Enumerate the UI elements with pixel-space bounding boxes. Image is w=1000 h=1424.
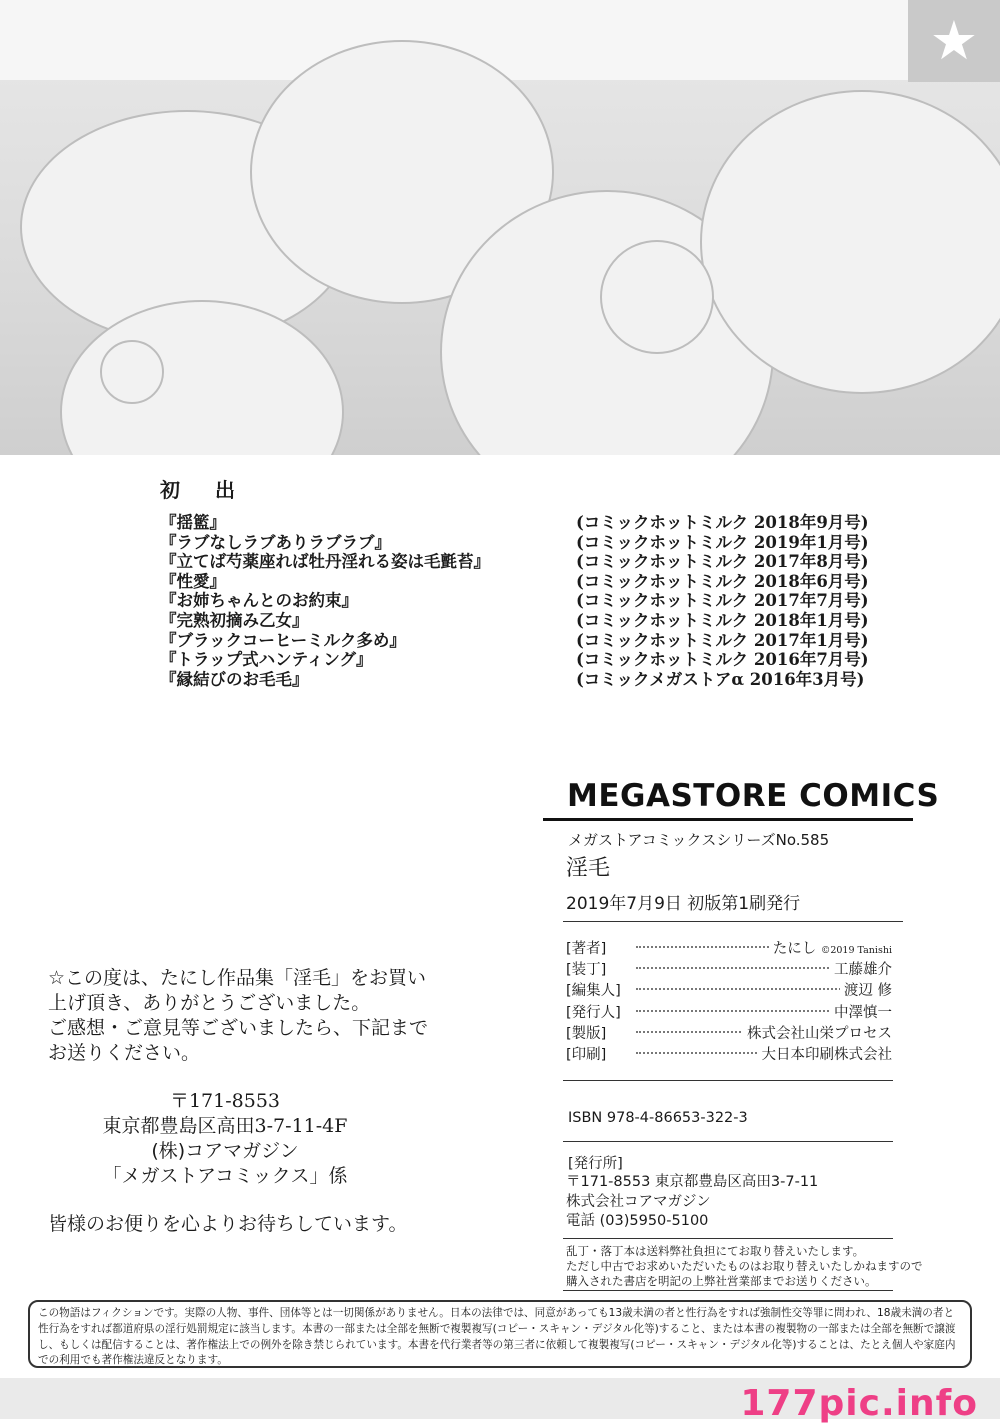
cover-illustration	[0, 0, 1000, 455]
publisher-role: [発行所]	[568, 1156, 623, 1172]
publisher-name: 株式会社コアマガジン	[566, 1193, 711, 1210]
legal-notice-box	[28, 1300, 972, 1368]
credit-role: [発行人]	[566, 1004, 621, 1021]
first-publication-row	[160, 631, 880, 651]
credit-role: [印刷]	[566, 1046, 607, 1063]
credit-role: [編集人]	[566, 983, 621, 1000]
first-publication-row	[160, 552, 880, 572]
illustration-shape	[100, 340, 164, 404]
work-title: 『ラブなしラブありラブラブ』	[160, 532, 391, 552]
first-publication-row	[160, 513, 880, 533]
logo-divider	[543, 818, 913, 821]
work-magazine: (コミックホットミルク 2018年1月号)	[576, 610, 869, 630]
work-title: 『性愛』	[160, 571, 226, 591]
credit-role: [製版]	[566, 1025, 607, 1042]
credit-row	[566, 1022, 892, 1043]
work-magazine: (コミックホットミルク 2019年1月号)	[576, 532, 869, 552]
first-publication-row	[160, 591, 880, 611]
work-magazine: (コミックホットミルク 2018年9月号)	[576, 513, 869, 532]
work-title: 『トラップ式ハンティング』	[160, 650, 373, 670]
credit-row	[566, 1001, 892, 1022]
colophon-divider	[563, 1141, 893, 1142]
publisher-info	[566, 1173, 818, 1232]
work-magazine: (コミックホットミルク 2018年6月号)	[576, 571, 869, 591]
work-title: 『お姉ちゃんとのお約束』	[160, 591, 358, 611]
credit-row	[566, 1043, 892, 1064]
work-title: 『完熟初摘み乙女』	[160, 610, 309, 630]
department-name: 「メガストアコミックス」係	[102, 1165, 348, 1187]
work-magazine: (コミックホットミルク 2017年1月号)	[576, 630, 869, 650]
colophon-divider	[563, 1238, 893, 1239]
book-title: 淫毛	[566, 856, 611, 881]
credit-row	[566, 937, 892, 958]
publisher-phone: 電話 (03)5950-5100	[566, 1213, 709, 1229]
credit-row	[566, 958, 892, 979]
first-publication-list	[160, 513, 880, 689]
publisher-address: 〒171-8553 東京都豊島区高田3-7-11	[566, 1174, 819, 1190]
legal-notice-text: この物語はフィクションです。実際の人物、事件、団体等とは一切関係がありません。日本の法律では、同意があっても13歳未満の者と性行為をすれば強制性交等罪に問われ、18歳未満の者と性行為をすれば都道府県の淫行処罰規定に該当します。本書の一部または全部を無断で複製複写(コピー・スキャン・デジタル化等)すること、または本書の複製物の一部または全部を無断で譲渡し、もしくは配信することは、著作権法上での例外を除き禁じられています。本書を代行業者等の第三者に依頼して複製複写(コピー・スキャン・デジタル化等)することは、たとえ個人や家庭内での利用でも著作権法違反となります。	[38, 1307, 956, 1367]
street-address: 東京都豊島区高田3-7-11-4F	[102, 1115, 348, 1137]
work-magazine: (コミックホットミルク 2016年7月号)	[576, 650, 869, 670]
credit-role: [装丁]	[566, 962, 607, 979]
edition-date: 2019年7月9日 初版第1刷発行	[566, 894, 801, 914]
credit-name: たにし	[772, 941, 817, 957]
work-title: 『ブラックコーヒーミルク多め』	[160, 630, 406, 650]
company-name: (株)コアマガジン	[151, 1140, 299, 1162]
star-icon: ★	[908, 0, 1000, 82]
isbn: ISBN 978-4-86653-322-3	[568, 1110, 748, 1126]
work-title: 『立てば芍薬座れば牡丹淫れる姿は毛氈苔』	[160, 552, 490, 572]
first-publication-heading: 初 出	[160, 478, 249, 502]
credit-value: 渡辺 修	[840, 979, 892, 1000]
credit-role: [著者]	[566, 941, 607, 957]
colophon-divider	[563, 1290, 893, 1291]
illustration-shape	[600, 240, 714, 354]
credit-row	[566, 979, 892, 1000]
series-number: メガストアコミックスシリーズNo.585	[568, 831, 830, 849]
work-title: 『縁結びのお毛毛』	[160, 669, 309, 689]
notice-line: ただし中古でお求めいただいたものはお取り替えいたしかねますので	[566, 1258, 923, 1273]
mailing-address	[60, 1089, 390, 1189]
work-magazine: (コミックホットミルク 2017年7月号)	[576, 591, 869, 611]
work-magazine: (コミックメガストアα 2016年3月号)	[576, 669, 865, 689]
message-line: ☆この度は、たにし作品集「淫毛」をお買い	[48, 967, 427, 989]
first-publication-row	[160, 611, 880, 631]
copyright-note: ©2019 Tanishi	[820, 945, 892, 956]
replacement-notice	[566, 1244, 923, 1288]
notice-line: 乱丁・落丁本は送料弊社負担にてお取り替えいたします。	[566, 1244, 865, 1258]
megastore-comics-logo: MEGASTORE COMICS	[567, 778, 940, 814]
credit-value: 大日本印刷株式会社	[758, 1043, 893, 1064]
credit-value: 工藤雄介	[830, 958, 892, 979]
notice-line: 購入された書店を明記の上弊社営業部までお送りください。	[566, 1273, 877, 1288]
credit-value: 株式会社山栄プロセス	[743, 1022, 892, 1043]
site-watermark: 177pic.info	[740, 1383, 978, 1424]
credit-value	[769, 937, 892, 958]
first-publication-row	[160, 533, 880, 553]
thank-you-message	[48, 966, 428, 1066]
colophon-divider	[563, 1080, 893, 1081]
credits-list	[566, 937, 892, 1064]
work-magazine: (コミックホットミルク 2017年8月号)	[576, 552, 869, 572]
first-publication-row	[160, 650, 880, 670]
work-title: 『揺籃』	[160, 513, 226, 532]
message-line: お送りください。	[48, 1042, 201, 1064]
first-publication-row	[160, 572, 880, 592]
closing-message: 皆様のお便りを心よりお待ちしています。	[48, 1213, 408, 1235]
illustration-top-band	[0, 0, 1000, 80]
postal-code: 〒171-8553	[169, 1090, 281, 1112]
first-publication-row	[160, 670, 880, 690]
colophon-divider	[563, 921, 903, 922]
credit-value: 中澤慎一	[830, 1001, 892, 1022]
message-line: 上げ頂き、ありがとうございました。	[48, 992, 371, 1014]
message-line: ご感想・ご意見等ございましたら、下記まで	[48, 1017, 429, 1039]
